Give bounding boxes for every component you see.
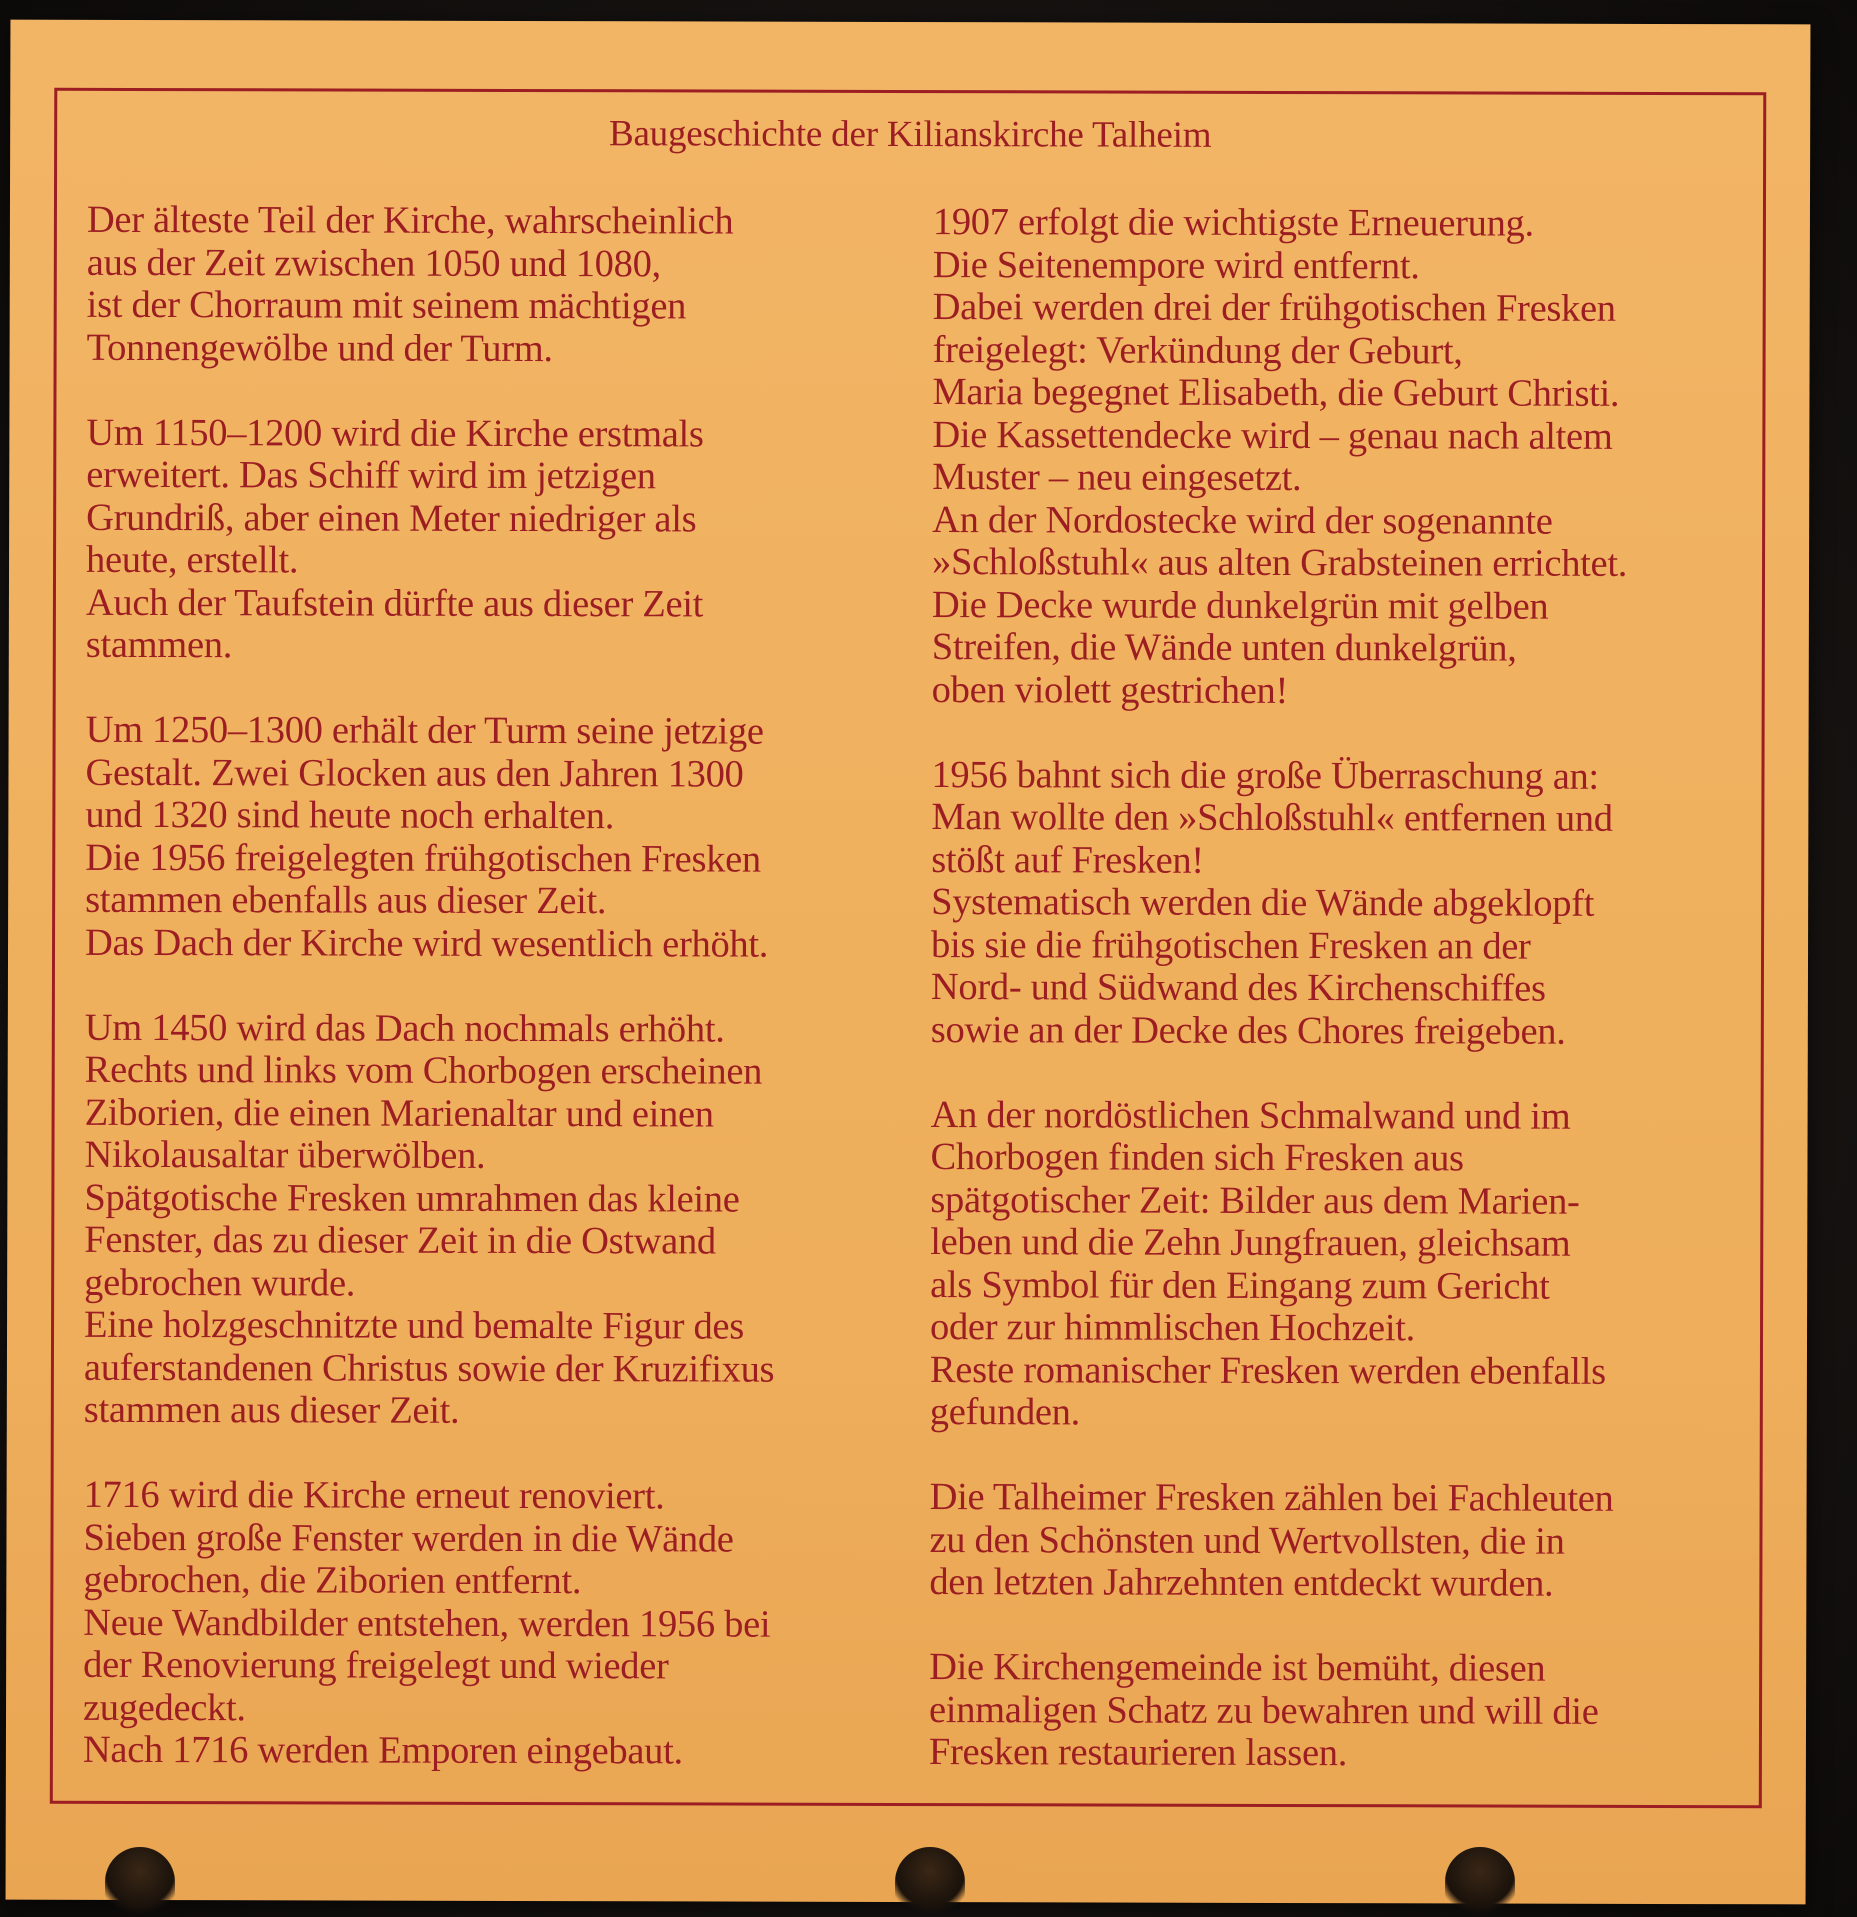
text-line: 1956 bahnt sich die große Überraschung an: xyxy=(931,753,1599,798)
paragraph-gap xyxy=(86,666,886,711)
text-line: An der Nordostecke wird der sogenannte xyxy=(932,498,1553,543)
text-line: erweitert. Das Schiff wird im jetzigen xyxy=(86,453,656,498)
text-line: An der nordöstlichen Schmalwand und im xyxy=(930,1093,1571,1138)
text-line: auferstandenen Christus sowie der Kruzifixus xyxy=(83,1346,775,1391)
text-line: heute, erstellt. xyxy=(85,538,299,582)
text-line: Maria begegnet Elisabeth, die Geburt Christi. xyxy=(932,371,1620,415)
text-line: Der älteste Teil der Kirche, wahrscheinlich xyxy=(86,198,734,243)
paragraph-gap xyxy=(84,1431,884,1476)
left-text-column xyxy=(83,199,887,1774)
text-line: Sieben große Fenster werden in die Wände xyxy=(83,1516,734,1561)
text-line: spätgotischer Zeit: Bilder aus dem Marien- xyxy=(930,1178,1580,1223)
text-line: »Schloßstuhl« aus alten Grabsteinen errichtet. xyxy=(931,541,1628,585)
text-line: leben und die Zehn Jungfrauen, gleichsam xyxy=(930,1221,1571,1265)
text-line: Chorbogen finden sich Fresken aus xyxy=(930,1136,1464,1180)
text-line: Grundriß, aber einen Meter niedriger als xyxy=(86,496,697,540)
text-line: sowie an der Decke des Chores freigeben. xyxy=(930,1008,1566,1053)
text-line: Reste romanischer Fresken werden ebenfalls xyxy=(929,1348,1606,1393)
text-line: Die Kassettendecke wird – genau nach altem xyxy=(932,413,1613,458)
text-line: Nikolausaltar überwölben. xyxy=(84,1133,486,1177)
text-line: ist der Chorraum mit seinem mächtigen xyxy=(86,283,687,328)
text-line: oder zur himmlischen Hochzeit. xyxy=(929,1306,1416,1350)
text-line: zu den Schönsten und Wertvollsten, die in xyxy=(929,1518,1565,1563)
text-line: Nach 1716 werden Emporen eingebaut. xyxy=(82,1728,683,1773)
text-line: Um 1150–1200 wird die Kirche erstmals xyxy=(86,411,704,455)
text-line: Auch der Taufstein dürfte aus dieser Zeit xyxy=(85,581,704,625)
text-line: Dabei werden drei der frühgotischen Fresken xyxy=(932,286,1616,330)
info-sheet xyxy=(6,20,1811,1905)
text-line: freigelegt: Verkündung der Geburt, xyxy=(932,328,1463,372)
text-line: 1716 wird die Kirche erneut renoviert. xyxy=(83,1473,665,1518)
text-line: Um 1450 wird das Dach nochmals erhöht. xyxy=(84,1006,725,1051)
text-line: der Renovierung freigelegt und wieder xyxy=(83,1643,669,1688)
stand-peg-shadow xyxy=(105,1847,175,1917)
text-line: Systematisch werden die Wände abgeklopft xyxy=(931,881,1595,925)
text-line: Fresken restaurieren lassen. xyxy=(928,1731,1348,1775)
text-line: Eine holzgeschnitzte und bemalte Figur des xyxy=(83,1303,745,1348)
right-text-column xyxy=(929,201,1753,1776)
page-title: Baugeschichte der Kilianskirche Talheim xyxy=(608,113,1212,156)
text-line: gefunden. xyxy=(929,1391,1081,1434)
paragraph-gap xyxy=(929,1604,1749,1649)
text-line: Gestalt. Zwei Glocken aus den Jahren 1300 xyxy=(85,751,744,796)
text-line: oben violett gestrichen! xyxy=(931,668,1289,712)
paragraph-gap xyxy=(932,711,1752,756)
text-line: gebrochen wurde. xyxy=(84,1261,356,1305)
text-line: aus der Zeit zwischen 1050 und 1080, xyxy=(86,241,661,285)
text-line: 1907 erfolgt die wichtigste Erneuerung. xyxy=(932,201,1534,245)
text-line: Rechts und links vom Chorbogen erscheinen xyxy=(84,1048,763,1093)
text-line: einmaligen Schatz zu bewahren und will die xyxy=(928,1688,1599,1733)
text-line: Die Talheimer Fresken zählen bei Fachleuten xyxy=(929,1476,1614,1520)
text-line: stößt auf Fresken! xyxy=(931,838,1204,882)
text-line: gebrochen, die Ziborien entfernt. xyxy=(83,1558,582,1603)
text-line: Streifen, die Wände unten dunkelgrün, xyxy=(931,626,1517,670)
text-line: stammen aus dieser Zeit. xyxy=(83,1388,460,1432)
text-line: Spätgotische Fresken umrahmen das kleine xyxy=(84,1176,740,1221)
text-line: Nord- und Südwand des Kirchenschiffes xyxy=(930,966,1546,1010)
text-line: Man wollte den »Schloßstuhl« entfernen und xyxy=(931,796,1613,840)
text-line: als Symbol für den Eingang zum Gericht xyxy=(930,1263,1550,1308)
stand-peg-shadow xyxy=(1445,1847,1515,1917)
text-line: den letzten Jahrzehnten entdeckt wurden. xyxy=(929,1561,1554,1605)
red-border-frame xyxy=(50,88,1766,1808)
paragraph-gap xyxy=(85,964,885,1009)
text-line: Die Decke wurde dunkelgrün mit gelben xyxy=(931,583,1549,628)
paragraph-gap xyxy=(930,1434,1750,1479)
text-line: Die Kirchengemeinde ist bemüht, diesen xyxy=(929,1646,1546,1690)
text-line: Muster – neu eingesetzt. xyxy=(932,456,1302,500)
stand-peg-shadow xyxy=(895,1847,965,1917)
text-line: und 1320 sind heute noch erhalten. xyxy=(85,793,615,838)
text-line: zugedeckt. xyxy=(82,1686,246,1729)
text-line: Neue Wandbilder entstehen, werden 1956 bei xyxy=(83,1601,771,1646)
paragraph-gap xyxy=(931,1051,1751,1096)
text-line: Fenster, das zu dieser Zeit in die Ostwand xyxy=(84,1218,716,1263)
text-line: Das Dach der Kirche wird wesentlich erhöht. xyxy=(84,921,769,966)
paragraph-gap xyxy=(86,369,886,414)
text-line: Die 1956 freigelegten frühgotischen Fresken xyxy=(85,836,761,881)
text-line: stammen. xyxy=(85,623,233,667)
text-line: stammen ebenfalls aus dieser Zeit. xyxy=(85,878,607,923)
text-line: Die Seitenempore wird entfernt. xyxy=(932,243,1420,287)
text-line: bis sie die frühgotischen Fresken an der xyxy=(930,923,1531,968)
text-line: Tonnengewölbe und der Turm. xyxy=(86,326,553,370)
text-line: Ziborien, die einen Marienaltar und einen xyxy=(84,1091,714,1135)
text-line: Um 1250–1300 erhält der Turm seine jetzige xyxy=(85,708,764,753)
